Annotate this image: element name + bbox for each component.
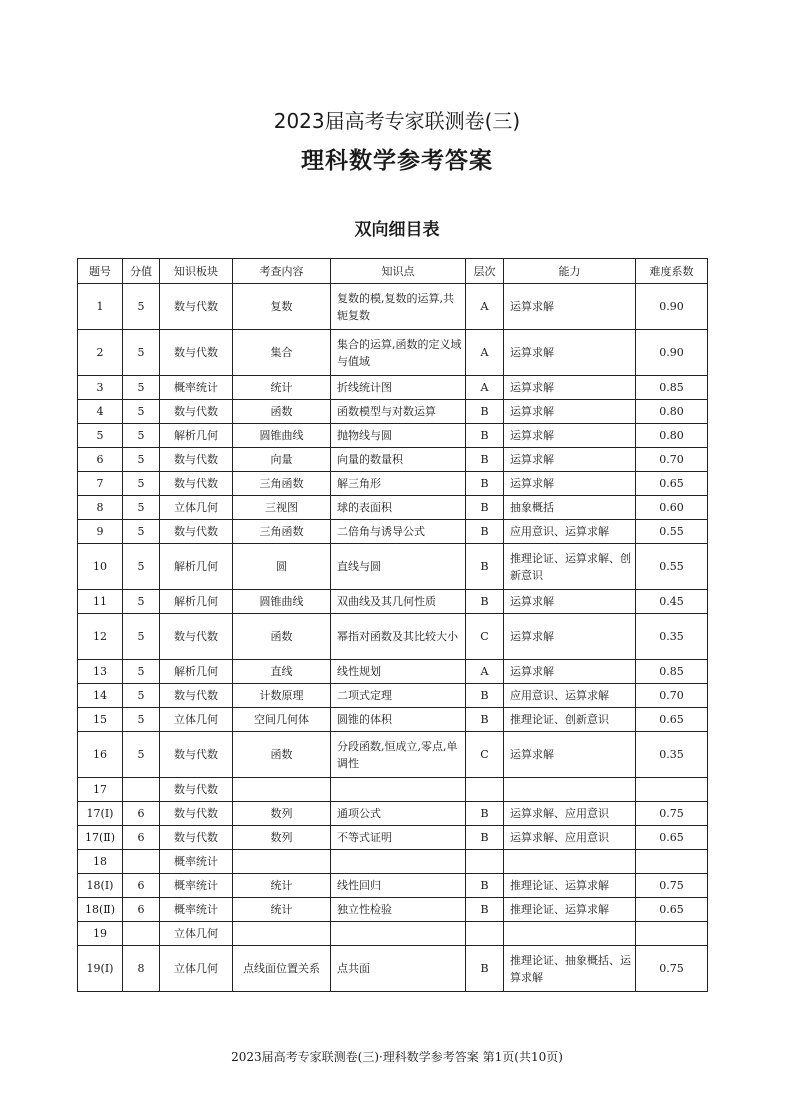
- cell-content: 计数原理: [233, 684, 331, 708]
- cell-score: [123, 850, 160, 874]
- cell-ability: 推理论证、运算求解: [504, 898, 636, 922]
- cell-level: C: [466, 614, 504, 660]
- cell-ability: 运算求解: [504, 284, 636, 330]
- cell-domain: 解析几何: [160, 544, 233, 590]
- cell-content: 统计: [233, 376, 331, 400]
- cell-ability: [504, 778, 636, 802]
- cell-number: 12: [78, 614, 123, 660]
- cell-domain: 数与代数: [160, 684, 233, 708]
- cell-difficulty: 0.65: [636, 472, 708, 496]
- table-row: [78, 496, 708, 520]
- cell-difficulty: 0.75: [636, 802, 708, 826]
- cell-content: 三角函数: [233, 520, 331, 544]
- cell-score: 8: [123, 946, 160, 992]
- cell-content: 直线: [233, 660, 331, 684]
- cell-knowledge: 二项式定理: [331, 684, 466, 708]
- cell-ability: 运算求解: [504, 590, 636, 614]
- cell-difficulty: 0.90: [636, 330, 708, 376]
- cell-number: 5: [78, 424, 123, 448]
- cell-number: 19: [78, 922, 123, 946]
- cell-content: [233, 922, 331, 946]
- cell-difficulty: 0.75: [636, 874, 708, 898]
- cell-domain: 数与代数: [160, 472, 233, 496]
- cell-knowledge: 点共面: [331, 946, 466, 992]
- cell-number: 15: [78, 708, 123, 732]
- cell-score: 5: [123, 684, 160, 708]
- cell-ability: 运算求解、应用意识: [504, 826, 636, 850]
- cell-knowledge: 球的表面积: [331, 496, 466, 520]
- table-row: [78, 590, 708, 614]
- cell-score: 5: [123, 448, 160, 472]
- table-row: [78, 448, 708, 472]
- cell-knowledge: 函数模型与对数运算: [331, 400, 466, 424]
- cell-ability: 运算求解、应用意识: [504, 802, 636, 826]
- cell-level: B: [466, 898, 504, 922]
- table-row: [78, 284, 708, 330]
- cell-ability: 运算求解: [504, 732, 636, 778]
- cell-domain: 立体几何: [160, 946, 233, 992]
- cell-domain: 数与代数: [160, 614, 233, 660]
- cell-content: 圆: [233, 544, 331, 590]
- table-row: [78, 778, 708, 802]
- cell-level: [466, 850, 504, 874]
- table-row: [78, 376, 708, 400]
- cell-number: 3: [78, 376, 123, 400]
- cell-knowledge: 集合的运算,函数的定义域与值域: [331, 330, 466, 376]
- cell-score: 5: [123, 614, 160, 660]
- cell-content: 复数: [233, 284, 331, 330]
- cell-difficulty: 0.70: [636, 684, 708, 708]
- cell-knowledge: 解三角形: [331, 472, 466, 496]
- cell-level: B: [466, 874, 504, 898]
- cell-level: B: [466, 448, 504, 472]
- col-header-level: 层次: [466, 259, 504, 284]
- cell-difficulty: 0.55: [636, 544, 708, 590]
- cell-content: 空间几何体: [233, 708, 331, 732]
- cell-level: B: [466, 590, 504, 614]
- cell-level: A: [466, 330, 504, 376]
- cell-ability: 运算求解: [504, 424, 636, 448]
- col-header-score: 分值: [123, 259, 160, 284]
- cell-level: B: [466, 802, 504, 826]
- cell-knowledge: 线性规划: [331, 660, 466, 684]
- cell-level: A: [466, 660, 504, 684]
- cell-score: 5: [123, 520, 160, 544]
- cell-domain: 数与代数: [160, 732, 233, 778]
- cell-number: 4: [78, 400, 123, 424]
- cell-domain: 数与代数: [160, 400, 233, 424]
- cell-level: B: [466, 400, 504, 424]
- cell-knowledge: 双曲线及其几何性质: [331, 590, 466, 614]
- cell-ability: 抽象概括: [504, 496, 636, 520]
- cell-number: 19(Ⅰ): [78, 946, 123, 992]
- table-row: [78, 660, 708, 684]
- cell-domain: 立体几何: [160, 922, 233, 946]
- table-body: [78, 284, 708, 992]
- cell-domain: 概率统计: [160, 376, 233, 400]
- cell-difficulty: 0.65: [636, 826, 708, 850]
- cell-difficulty: 0.55: [636, 520, 708, 544]
- cell-level: C: [466, 732, 504, 778]
- table-row: [78, 802, 708, 826]
- cell-number: 6: [78, 448, 123, 472]
- cell-number: 16: [78, 732, 123, 778]
- cell-difficulty: 0.85: [636, 376, 708, 400]
- cell-content: 函数: [233, 400, 331, 424]
- cell-content: 点线面位置关系: [233, 946, 331, 992]
- cell-knowledge: [331, 850, 466, 874]
- cell-knowledge: 复数的模,复数的运算,共轭复数: [331, 284, 466, 330]
- cell-score: 5: [123, 590, 160, 614]
- cell-domain: 立体几何: [160, 708, 233, 732]
- cell-difficulty: 0.80: [636, 424, 708, 448]
- cell-domain: 数与代数: [160, 520, 233, 544]
- cell-domain: 解析几何: [160, 424, 233, 448]
- col-header-content: 考查内容: [233, 259, 331, 284]
- cell-difficulty: 0.60: [636, 496, 708, 520]
- cell-number: 8: [78, 496, 123, 520]
- cell-ability: 推理论证、运算求解、创新意识: [504, 544, 636, 590]
- cell-content: 圆锥曲线: [233, 590, 331, 614]
- cell-domain: 概率统计: [160, 850, 233, 874]
- cell-domain: 解析几何: [160, 660, 233, 684]
- cell-score: 5: [123, 472, 160, 496]
- cell-content: 三角函数: [233, 472, 331, 496]
- cell-score: 6: [123, 802, 160, 826]
- table-row: [78, 898, 708, 922]
- cell-domain: 数与代数: [160, 448, 233, 472]
- cell-score: 5: [123, 400, 160, 424]
- cell-level: B: [466, 708, 504, 732]
- cell-score: 6: [123, 874, 160, 898]
- cell-content: 集合: [233, 330, 331, 376]
- cell-score: [123, 778, 160, 802]
- cell-score: 6: [123, 898, 160, 922]
- cell-knowledge: 通项公式: [331, 802, 466, 826]
- table-row: [78, 922, 708, 946]
- cell-level: B: [466, 472, 504, 496]
- cell-number: 13: [78, 660, 123, 684]
- cell-content: 函数: [233, 732, 331, 778]
- cell-knowledge: 直线与圆: [331, 544, 466, 590]
- cell-score: 5: [123, 544, 160, 590]
- cell-ability: [504, 850, 636, 874]
- cell-ability: 应用意识、运算求解: [504, 520, 636, 544]
- cell-difficulty: [636, 778, 708, 802]
- cell-content: 三视图: [233, 496, 331, 520]
- cell-level: B: [466, 826, 504, 850]
- cell-ability: 运算求解: [504, 376, 636, 400]
- cell-number: 9: [78, 520, 123, 544]
- cell-ability: 运算求解: [504, 472, 636, 496]
- cell-ability: [504, 922, 636, 946]
- cell-content: [233, 778, 331, 802]
- cell-knowledge: [331, 778, 466, 802]
- cell-score: 5: [123, 424, 160, 448]
- table-row: [78, 330, 708, 376]
- cell-difficulty: [636, 922, 708, 946]
- cell-level: B: [466, 544, 504, 590]
- cell-content: 向量: [233, 448, 331, 472]
- cell-level: [466, 922, 504, 946]
- col-header-domain: 知识板块: [160, 259, 233, 284]
- cell-domain: 数与代数: [160, 778, 233, 802]
- cell-difficulty: 0.75: [636, 946, 708, 992]
- cell-level: B: [466, 496, 504, 520]
- cell-ability: 推理论证、运算求解: [504, 874, 636, 898]
- page-title: 2023届高考专家联测卷(三): [273, 109, 521, 133]
- cell-number: 7: [78, 472, 123, 496]
- cell-score: [123, 922, 160, 946]
- table-row: [78, 946, 708, 992]
- cell-difficulty: 0.80: [636, 400, 708, 424]
- cell-knowledge: 向量的数量积: [331, 448, 466, 472]
- table-row: [78, 684, 708, 708]
- cell-ability: 应用意识、运算求解: [504, 684, 636, 708]
- cell-content: 数列: [233, 802, 331, 826]
- cell-number: 10: [78, 544, 123, 590]
- cell-domain: 数与代数: [160, 802, 233, 826]
- cell-ability: 推理论证、抽象概括、运算求解: [504, 946, 636, 992]
- cell-domain: 立体几何: [160, 496, 233, 520]
- cell-knowledge: 二倍角与诱导公式: [331, 520, 466, 544]
- cell-difficulty: 0.65: [636, 898, 708, 922]
- cell-level: B: [466, 946, 504, 992]
- cell-score: 5: [123, 660, 160, 684]
- cell-number: 2: [78, 330, 123, 376]
- cell-content: 数列: [233, 826, 331, 850]
- cell-difficulty: 0.65: [636, 708, 708, 732]
- cell-ability: 运算求解: [504, 614, 636, 660]
- cell-content: 函数: [233, 614, 331, 660]
- table-row: [78, 400, 708, 424]
- cell-level: A: [466, 284, 504, 330]
- cell-ability: 运算求解: [504, 400, 636, 424]
- cell-content: 圆锥曲线: [233, 424, 331, 448]
- cell-level: [466, 778, 504, 802]
- cell-knowledge: 不等式证明: [331, 826, 466, 850]
- cell-knowledge: 折线统计图: [331, 376, 466, 400]
- cell-score: 5: [123, 708, 160, 732]
- table-row: [78, 732, 708, 778]
- cell-difficulty: 0.90: [636, 284, 708, 330]
- cell-score: 6: [123, 826, 160, 850]
- section-title: 双向细目表: [354, 220, 440, 240]
- cell-ability: 运算求解: [504, 330, 636, 376]
- cell-difficulty: 0.35: [636, 614, 708, 660]
- table-row: [78, 424, 708, 448]
- cell-number: 18(Ⅱ): [78, 898, 123, 922]
- cell-number: 11: [78, 590, 123, 614]
- cell-score: 5: [123, 330, 160, 376]
- page-subtitle: 理科数学参考答案: [301, 148, 493, 174]
- cell-domain: 数与代数: [160, 284, 233, 330]
- cell-level: B: [466, 684, 504, 708]
- cell-difficulty: [636, 850, 708, 874]
- table-row: [78, 472, 708, 496]
- cell-difficulty: 0.45: [636, 590, 708, 614]
- cell-knowledge: 分段函数,恒成立,零点,单调性: [331, 732, 466, 778]
- cell-number: 18(Ⅰ): [78, 874, 123, 898]
- cell-difficulty: 0.35: [636, 732, 708, 778]
- cell-knowledge: 圆锥的体积: [331, 708, 466, 732]
- cell-knowledge: [331, 922, 466, 946]
- cell-difficulty: 0.70: [636, 448, 708, 472]
- cell-number: 18: [78, 850, 123, 874]
- cell-number: 1: [78, 284, 123, 330]
- page-footer: 2023届高考专家联测卷(三)·理科数学参考答案 第1页(共10页): [231, 1050, 563, 1064]
- cell-number: 17(Ⅰ): [78, 802, 123, 826]
- cell-knowledge: 抛物线与圆: [331, 424, 466, 448]
- cell-score: 5: [123, 496, 160, 520]
- table-row: [78, 708, 708, 732]
- col-header-number: 题号: [78, 259, 123, 284]
- col-header-difficulty: 难度系数: [636, 259, 708, 284]
- cell-domain: 数与代数: [160, 826, 233, 850]
- cell-knowledge: 幂指对函数及其比较大小: [331, 614, 466, 660]
- cell-score: 5: [123, 732, 160, 778]
- table-row: [78, 826, 708, 850]
- table-row: [78, 544, 708, 590]
- cell-difficulty: 0.85: [636, 660, 708, 684]
- cell-level: B: [466, 424, 504, 448]
- cell-ability: 运算求解: [504, 660, 636, 684]
- cell-score: 5: [123, 376, 160, 400]
- cell-knowledge: 独立性检验: [331, 898, 466, 922]
- cell-domain: 概率统计: [160, 874, 233, 898]
- cell-content: 统计: [233, 874, 331, 898]
- cell-level: B: [466, 520, 504, 544]
- cell-domain: 解析几何: [160, 590, 233, 614]
- col-header-ability: 能力: [504, 259, 636, 284]
- table-row: [78, 874, 708, 898]
- table-row: [78, 850, 708, 874]
- table-row: [78, 520, 708, 544]
- specification-table: [77, 258, 708, 992]
- cell-level: A: [466, 376, 504, 400]
- cell-content: 统计: [233, 898, 331, 922]
- cell-ability: 推理论证、创新意识: [504, 708, 636, 732]
- cell-number: 14: [78, 684, 123, 708]
- table-header-row: [78, 259, 708, 284]
- cell-ability: 运算求解: [504, 448, 636, 472]
- cell-content: [233, 850, 331, 874]
- cell-score: 5: [123, 284, 160, 330]
- cell-number: 17(Ⅱ): [78, 826, 123, 850]
- cell-domain: 数与代数: [160, 330, 233, 376]
- table-row: [78, 614, 708, 660]
- cell-number: 17: [78, 778, 123, 802]
- cell-domain: 概率统计: [160, 898, 233, 922]
- col-header-knowledge: 知识点: [331, 259, 466, 284]
- cell-knowledge: 线性回归: [331, 874, 466, 898]
